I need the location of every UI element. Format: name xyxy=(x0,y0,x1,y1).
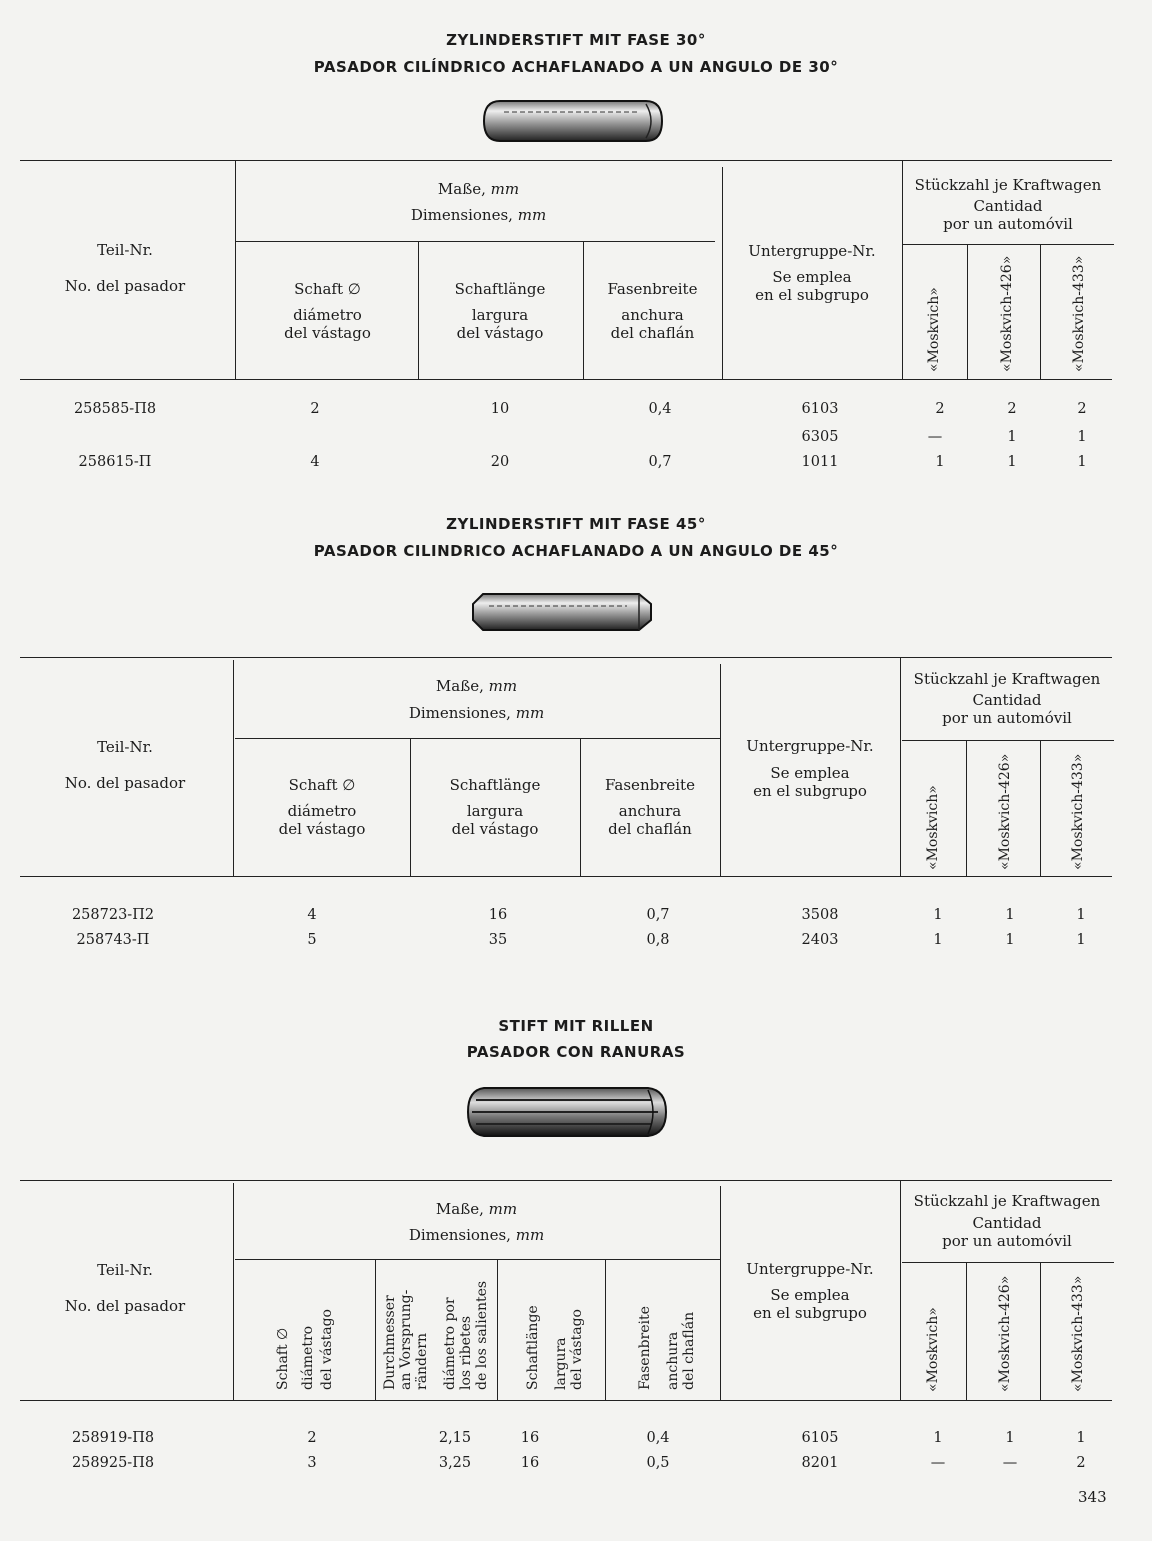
header-model-moskvich-433: «Moskvich-433» xyxy=(1070,753,1086,870)
header-part-no-de: Teil-Nr. xyxy=(97,738,153,756)
header-qty-de: Stückzahl je Kraftwagen xyxy=(913,670,1101,688)
header-schaft-es-1-vertical: diámetro xyxy=(300,1325,316,1390)
header-fasenbreite-es-2: del chaflán xyxy=(608,820,692,838)
header-qty-de: Stückzahl je Kraftwagen xyxy=(913,1192,1101,1210)
cell-length: 16 xyxy=(488,907,508,923)
header-durchmesser-4: diámetro por xyxy=(442,1297,458,1390)
cell-chamfer: 0,7 xyxy=(648,454,672,470)
cell-qty-3: 1 xyxy=(1076,907,1086,923)
header-fasenbreite-es-2-vertical: del chaflán xyxy=(681,1311,697,1390)
header-masse: Maße, mm xyxy=(435,677,518,695)
cell-length: 35 xyxy=(488,932,508,948)
cell-subgroup: 8201 xyxy=(801,1455,839,1471)
section-2-title-de: ZYLINDERSTIFT MIT FASE 45° xyxy=(446,515,706,533)
cell-qty-1: 1 xyxy=(933,907,943,923)
cell-part: 258925-П8 xyxy=(71,1455,155,1471)
cell-qty-3: 2 xyxy=(1077,401,1087,417)
cell-qty-3: 1 xyxy=(1077,454,1087,470)
cell-qty-1: 1 xyxy=(935,454,945,470)
cell-diameter: 2 xyxy=(310,401,320,417)
section-1-title-de: ZYLINDERSTIFT MIT FASE 30° xyxy=(446,31,706,49)
cell-subgroup: 2403 xyxy=(801,932,839,948)
header-part-no-de: Teil-Nr. xyxy=(97,241,153,259)
header-fasenbreite-es-1-vertical: anchura xyxy=(665,1331,681,1390)
cell-subgroup: 6105 xyxy=(801,1430,839,1446)
cell-length: 10 xyxy=(490,401,510,417)
header-subgroup-es-1: Se emplea xyxy=(770,1286,850,1304)
header-qty-es-2: por un automóvil xyxy=(942,1232,1072,1250)
cell-qty-1: — xyxy=(930,1455,946,1471)
header-fasenbreite-vertical: Fasenbreite xyxy=(637,1306,653,1390)
cell-diameter: 3 xyxy=(307,1455,317,1471)
cell-part: 258743-П xyxy=(76,932,150,948)
cell-qty-1: — xyxy=(927,429,943,445)
cell-qty-2: 1 xyxy=(1005,907,1015,923)
cell-length: 16 xyxy=(520,1455,540,1471)
cell-part: 258585-П8 xyxy=(73,401,157,417)
cell-diameter: 2 xyxy=(307,1430,317,1446)
section-1-title-es: PASADOR CILÍNDRICO ACHAFLANADO A UN ANGULO DE 30° xyxy=(313,58,839,76)
section-3-title-es: PASADOR CON RANURAS xyxy=(466,1043,686,1061)
header-model-moskvich-426: «Moskvich-426» xyxy=(999,255,1015,372)
cell-chamfer: 0,8 xyxy=(646,932,670,948)
grooved-pin-icon xyxy=(462,1082,672,1142)
cell-diameter: 4 xyxy=(310,454,320,470)
cylinder-pin-45-icon xyxy=(467,588,657,636)
header-schaft-es-2: del vástago xyxy=(284,324,371,342)
header-dimensiones: Dimensiones, mm xyxy=(408,1226,545,1244)
header-model-moskvich-426: «Moskvich-426» xyxy=(997,1275,1013,1392)
header-model-moskvich: «Moskvich» xyxy=(925,785,941,870)
header-model-moskvich-426: «Moskvich-426» xyxy=(997,753,1013,870)
cell-subgroup: 1011 xyxy=(801,454,839,470)
header-part-no-de: Teil-Nr. xyxy=(97,1261,153,1279)
header-schaft: Schaft ∅ xyxy=(288,776,356,794)
header-subgroup-es-2: en el subgrupo xyxy=(753,782,867,800)
header-masse: Maße, mm xyxy=(437,180,520,198)
cell-qty-1: 1 xyxy=(933,1430,943,1446)
header-part-no-es: No. del pasador xyxy=(64,1297,186,1315)
header-part-no-es: No. del pasador xyxy=(64,277,186,295)
header-schaft-es-2: del vástago xyxy=(278,820,366,838)
header-schaft-vertical: Schaft ∅ xyxy=(275,1327,291,1390)
header-subgroup-de: Untergruppe-Nr. xyxy=(746,737,874,755)
header-subgroup-de: Untergruppe-Nr. xyxy=(748,242,876,260)
cell-subgroup: 3508 xyxy=(801,907,839,923)
cell-diameter: 5 xyxy=(307,932,317,948)
header-qty-es-2: por un automóvil xyxy=(942,709,1072,727)
cell-qty-3: 2 xyxy=(1076,1455,1086,1471)
section-3-title-de: STIFT MIT RILLEN xyxy=(498,1017,654,1035)
header-fasenbreite-es-2: del chaflán xyxy=(610,324,695,342)
cell-rib-diameter: 3,25 xyxy=(438,1455,472,1471)
cell-qty-2: 1 xyxy=(1007,429,1017,445)
header-durchmesser-5: los ribetes xyxy=(458,1315,474,1390)
header-qty-de: Stückzahl je Kraftwagen xyxy=(914,176,1102,194)
header-fasenbreite-es-1: anchura xyxy=(618,802,682,820)
cell-qty-3: 1 xyxy=(1076,932,1086,948)
header-schaft-es-1: diámetro xyxy=(287,802,357,820)
cell-qty-2: — xyxy=(1002,1455,1018,1471)
header-model-moskvich: «Moskvich» xyxy=(926,287,942,372)
header-schaft-es-1: diámetro xyxy=(293,306,362,324)
header-schaftlaenge-es-1-vertical: largura xyxy=(553,1337,569,1390)
cylinder-pin-30-icon xyxy=(478,96,668,146)
cell-subgroup: 6305 xyxy=(801,429,839,445)
cell-length: 20 xyxy=(490,454,510,470)
header-subgroup-de: Untergruppe-Nr. xyxy=(746,1260,874,1278)
cell-diameter: 4 xyxy=(307,907,317,923)
header-schaftlaenge-es-2-vertical: del vástago xyxy=(569,1309,585,1390)
header-model-moskvich: «Moskvich» xyxy=(925,1307,941,1392)
header-qty-es-2: por un automóvil xyxy=(943,215,1073,233)
header-durchmesser-1: Durchmesser xyxy=(382,1295,398,1390)
header-dimensiones: Dimensiones, mm xyxy=(410,206,547,224)
header-model-moskvich-433: «Moskvich-433» xyxy=(1070,1275,1086,1392)
header-qty-es-1: Cantidad xyxy=(973,197,1043,215)
cell-rib-diameter: 2,15 xyxy=(438,1430,472,1446)
cell-qty-1: 2 xyxy=(935,401,945,417)
header-subgroup-es-1: Se emplea xyxy=(770,764,850,782)
header-schaftlaenge-es-2: del vástago xyxy=(456,324,544,342)
header-qty-es-1: Cantidad xyxy=(972,691,1042,709)
page-number: 343 xyxy=(1078,1488,1107,1506)
header-masse: Maße, mm xyxy=(435,1200,518,1218)
header-durchmesser-3: rändern xyxy=(414,1332,430,1390)
header-subgroup-es-2: en el subgrupo xyxy=(755,286,869,304)
header-fasenbreite: Fasenbreite xyxy=(607,280,698,298)
cell-subgroup: 6103 xyxy=(801,401,839,417)
header-schaftlaenge-es-1: largura xyxy=(466,802,524,820)
header-model-moskvich-433: «Moskvich-433» xyxy=(1071,255,1087,372)
cell-length: 16 xyxy=(520,1430,540,1446)
header-schaftlaenge-vertical: Schaftlänge xyxy=(525,1305,541,1390)
header-qty-es-1: Cantidad xyxy=(972,1214,1042,1232)
section-2-title-es: PASADOR CILINDRICO ACHAFLANADO A UN ANGULO DE 45° xyxy=(313,542,839,560)
cell-qty-1: 1 xyxy=(933,932,943,948)
cell-chamfer: 0,4 xyxy=(646,1430,670,1446)
header-subgroup-es-1: Se emplea xyxy=(772,268,852,286)
header-dimensiones: Dimensiones, mm xyxy=(408,704,545,722)
header-schaft: Schaft ∅ xyxy=(294,280,361,298)
cell-chamfer: 0,7 xyxy=(646,907,670,923)
cell-part: 258919-П8 xyxy=(71,1430,155,1446)
header-subgroup-es-2: en el subgrupo xyxy=(753,1304,867,1322)
cell-chamfer: 0,5 xyxy=(646,1455,670,1471)
header-schaftlaenge: Schaftlänge xyxy=(449,776,541,794)
cell-qty-2: 1 xyxy=(1007,454,1017,470)
cell-qty-3: 1 xyxy=(1077,429,1087,445)
cell-qty-2: 1 xyxy=(1005,932,1015,948)
header-schaftlaenge-es-2: del vástago xyxy=(451,820,539,838)
cell-qty-2: 2 xyxy=(1007,401,1017,417)
header-fasenbreite: Fasenbreite xyxy=(605,776,695,794)
cell-part: 258615-П xyxy=(78,454,152,470)
header-schaftlaenge: Schaftlänge xyxy=(454,280,546,298)
cell-part: 258723-П2 xyxy=(71,907,155,923)
header-schaftlaenge-es-1: largura xyxy=(471,306,529,324)
header-durchmesser-2: an Vorsprung- xyxy=(398,1289,414,1390)
header-schaft-es-2-vertical: del vástago xyxy=(319,1309,335,1390)
cell-qty-2: 1 xyxy=(1005,1430,1015,1446)
header-durchmesser-6: de los salientes xyxy=(474,1280,490,1390)
header-fasenbreite-es-1: anchura xyxy=(621,306,684,324)
header-part-no-es: No. del pasador xyxy=(64,774,186,792)
cell-qty-3: 1 xyxy=(1076,1430,1086,1446)
cell-chamfer: 0,4 xyxy=(648,401,672,417)
